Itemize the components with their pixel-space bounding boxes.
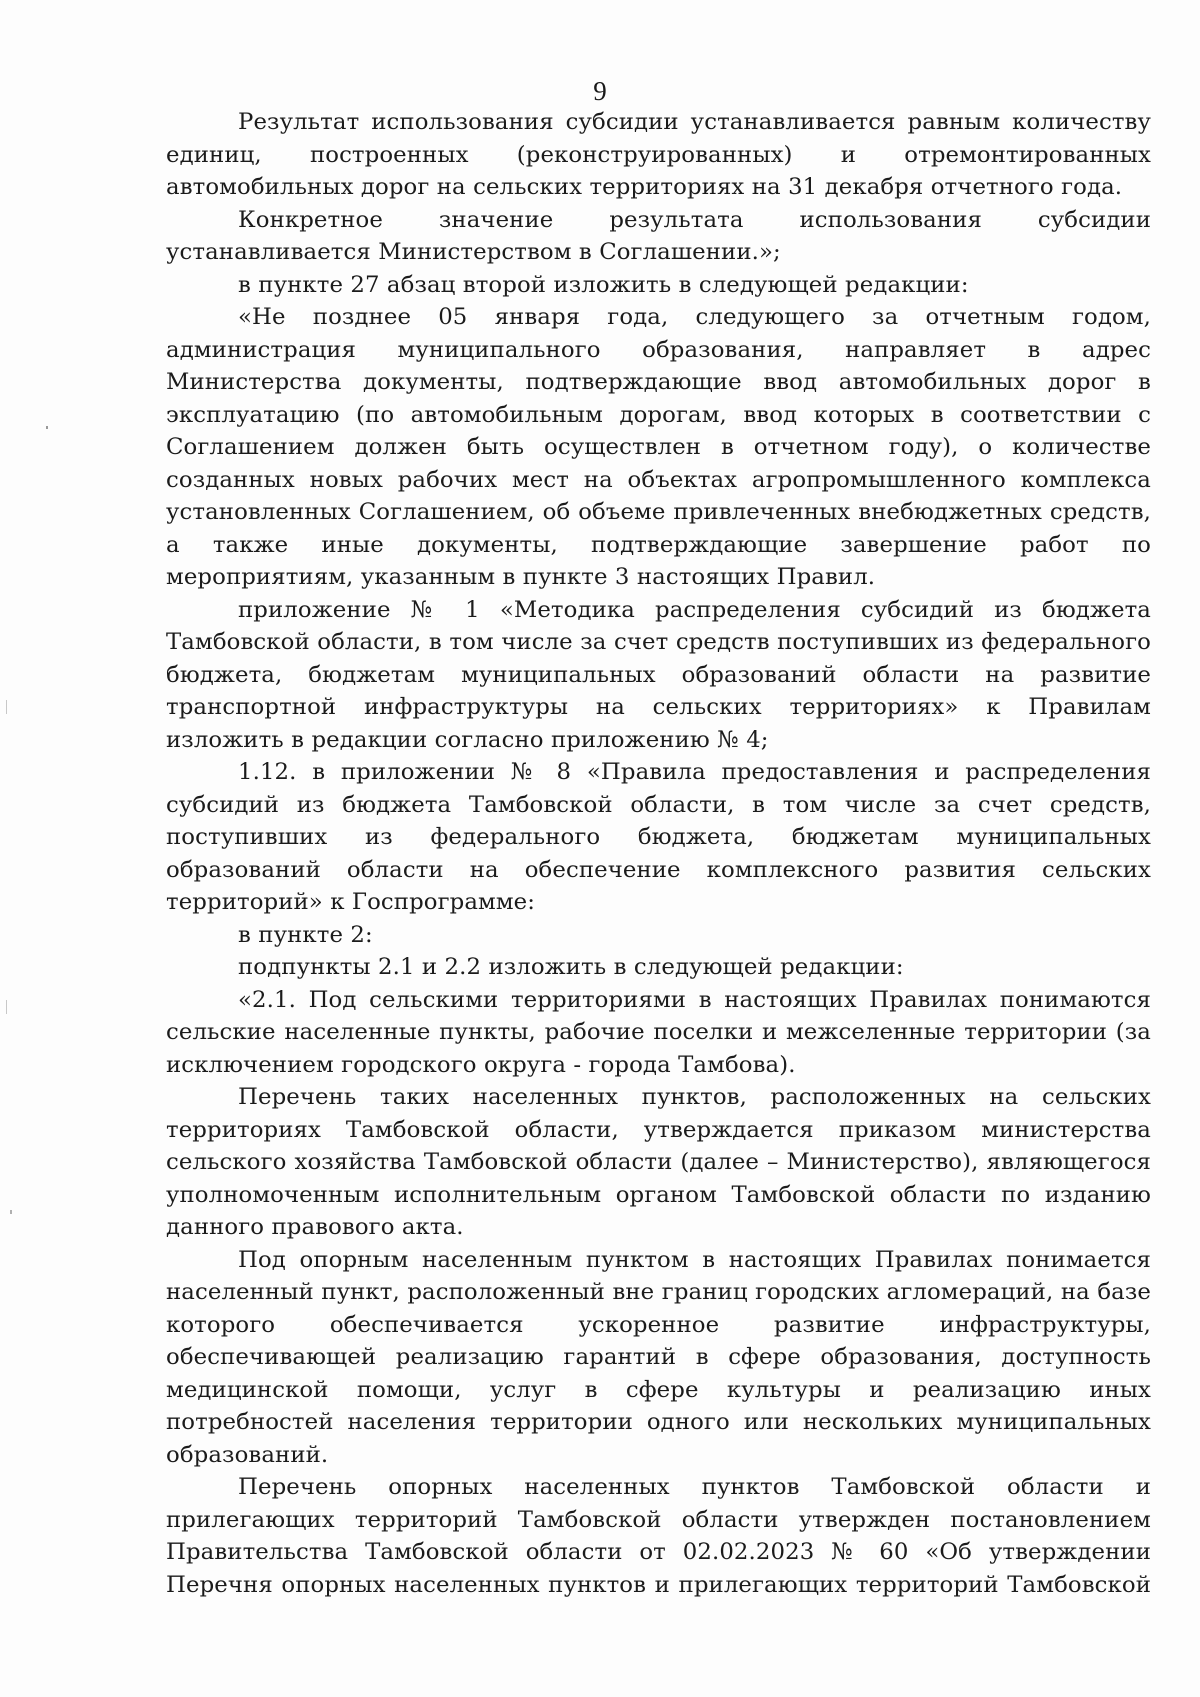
scan-artifact <box>6 1000 7 1014</box>
paragraph-subpoints: подпункты 2.1 и 2.2 изложить в следующей редакции: <box>238 954 904 980</box>
paragraph-1-12: 1.12. в приложении № 8 «Правила предоставления и распределения субсидий из бюджета Тамбовской области, в том числе за счет средств, поступивших из федерального бюджета, бюджетам муниципальных образований области на обеспечение комплексного развития сельских территорий» к Госпрограмме: <box>166 759 1151 915</box>
paragraph-point-27: в пункте 27 абзац второй изложить в следующей редакции: <box>238 271 969 298</box>
paragraph-list-support-settlements: Перечень опорных населенных пунктов Тамбовской области и прилегающих территорий Тамбовской области утвержден постановлением Правительства Тамбовской области от 02.02.2023 № 60 «Об утверждении Перечня опорных населенных пунктов и прилегающих территорий Тамбовской <box>166 1474 1151 1598</box>
paragraph-support-settlement: Под опорным населенным пунктом в настоящих Правилах понимается населенный пункт, расположенный вне границ городских агломераций, на базе которого обеспечивается ускоренное развитие инфраструктуры, обеспечивающей реализацию гарантий в сфере образования, доступность медицинской помощи, услуг в сфере культуры и реализацию иных потребностей населения территории одного или нескольких муниципальных образований. <box>166 1246 1151 1468</box>
document-body <box>166 106 1151 1601</box>
paragraph-specific-value: Конкретное значение результата использования субсидии устанавливается Министерством в Соглашении.»; <box>166 206 1151 265</box>
paragraph-subsidy-result: Результат использования субсидии устанавливается равным количеству единиц, построенных (реконструированных) и отремонтированных автомобильных дорог на сельских территориях на 31 декабря отчетного года. <box>166 109 1151 200</box>
page-number: 9 <box>593 76 607 106</box>
scan-artifact <box>46 426 48 429</box>
scan-artifact <box>10 1210 12 1214</box>
paragraph-point-2: в пункте 2: <box>238 921 373 948</box>
paragraph-deadline: «Не позднее 05 января года, следующего за отчетным годом, администрация муниципального образования, направляет в адрес Министерства документы, подтверждающие ввод автомобильных дорог в эксплуатацию (по автомобильным дорогам, ввод которых в соответствии с Соглашением должен быть осуществлен в отчетном году), о количестве созданных новых рабочих мест на объектах агропромышленного комплекса установленных Соглашением, об объеме привлеченных внебюджетных средств, а также иные документы, подтверждающие завершение работ по мероприятиям, указанным в пункте 3 настоящих Правил. <box>166 304 1151 590</box>
paragraph-2-1: «2.1. Под сельскими территориями в настоящих Правилах понимаются сельские населенные пункты, рабочие поселки и межселенные территории (за исключением городского округа - города Тамбова). <box>166 986 1151 1078</box>
paragraph-list-settlements: Перечень таких населенных пунктов, расположенных на сельских территориях Тамбовской области, утверждается приказом министерства сельского хозяйства Тамбовской области (далее – Министерство), являющегося уполномоченным исполнительным органом Тамбовской области по изданию данного правового акта. <box>166 1084 1151 1240</box>
paragraph-appendix-1: приложение № 1 «Методика распределения субсидий из бюджета Тамбовской области, в том числе за счет средств поступивших из федерального бюджета, бюджетам муниципальных образований области на развитие транспортной инфраструктуры на сельских территориях» к Правилам изложить в редакции согласно приложению № 4; <box>166 596 1151 753</box>
scan-artifact <box>6 700 7 714</box>
